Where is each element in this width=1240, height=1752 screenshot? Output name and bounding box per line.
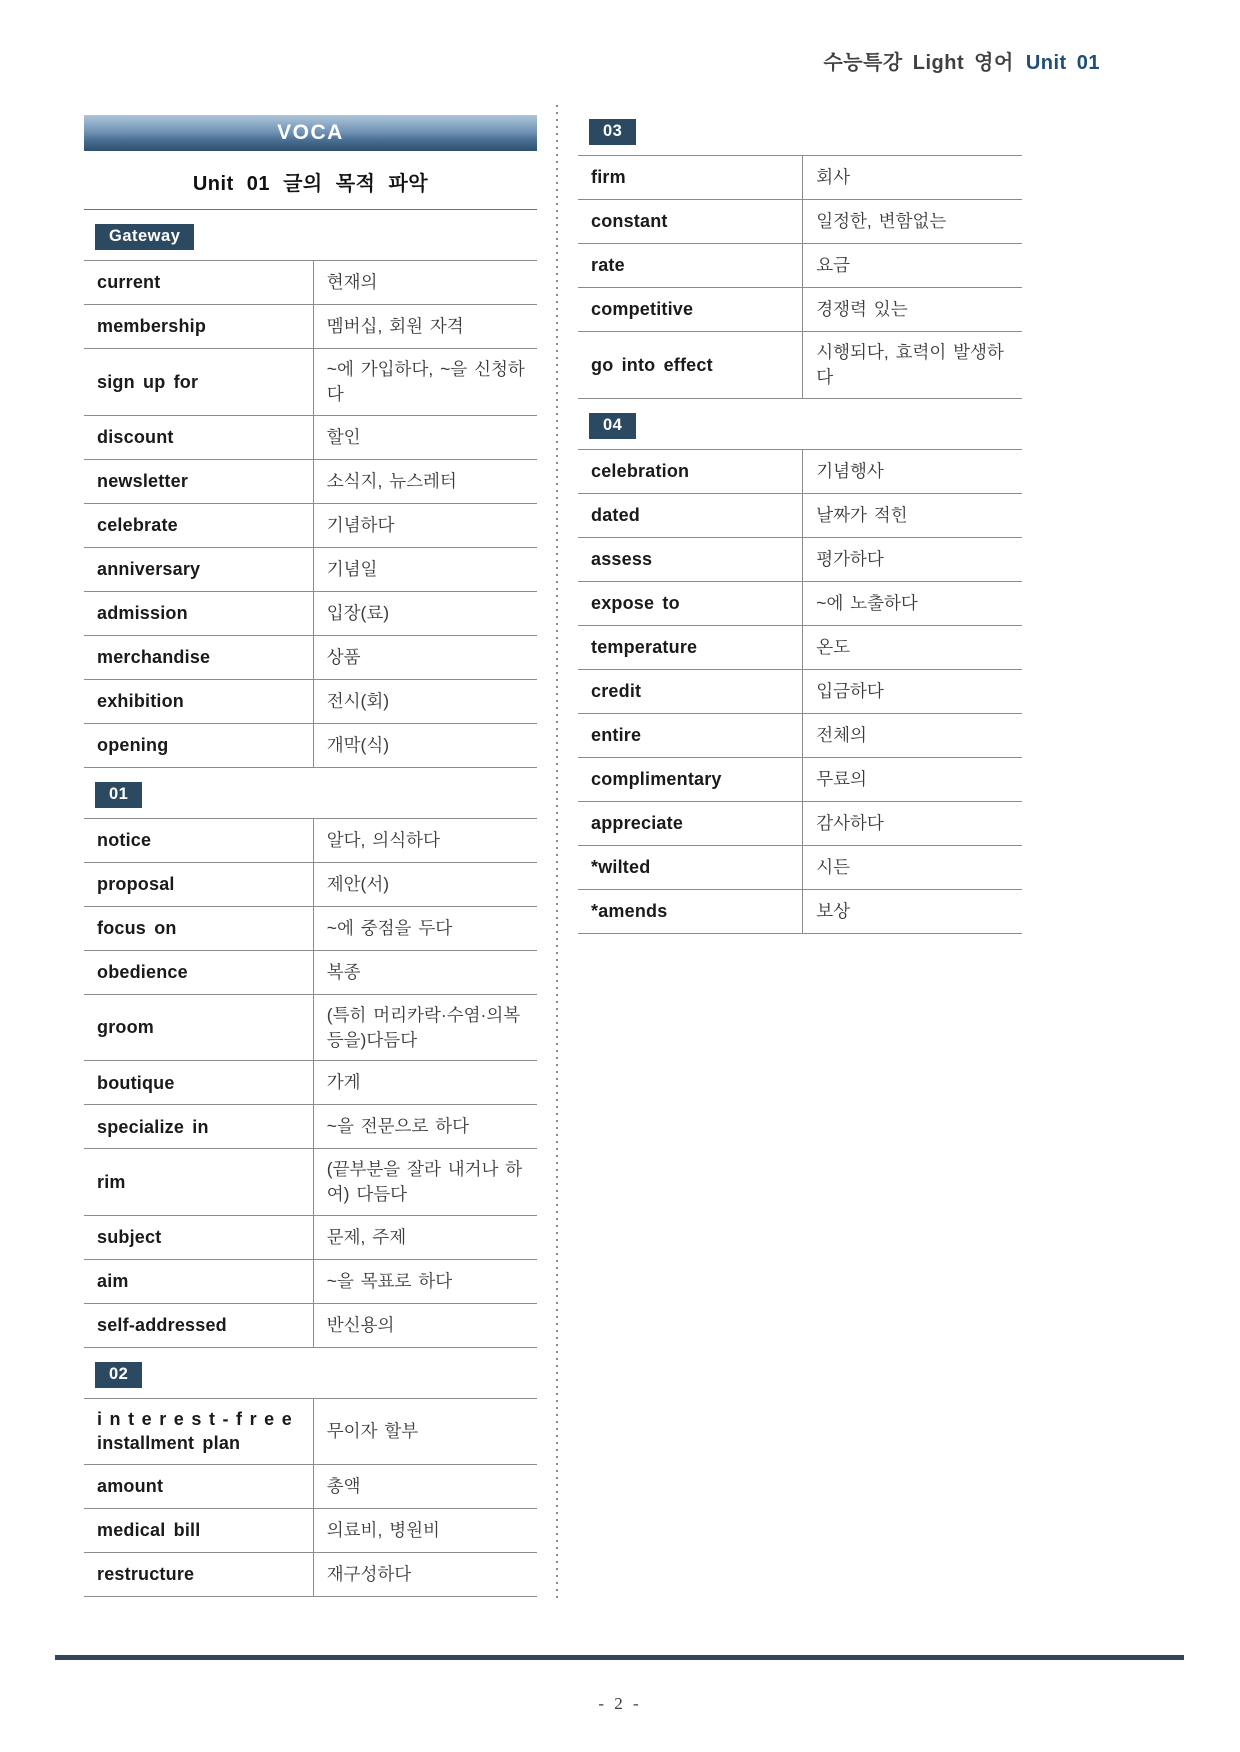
meaning-cell: 감사하다 bbox=[802, 802, 1022, 845]
table-row bbox=[578, 889, 1022, 933]
unit-title: Unit 01 글의 목적 파악 bbox=[192, 173, 429, 195]
word-cell: anniversary bbox=[97, 559, 201, 580]
table-row bbox=[578, 669, 1022, 713]
meaning-cell: 경쟁력 있는 bbox=[802, 288, 1022, 331]
table-row bbox=[84, 459, 537, 503]
word-cell: assess bbox=[591, 549, 653, 570]
word-cell: subject bbox=[97, 1227, 162, 1248]
meaning-cell: 회사 bbox=[802, 156, 1022, 199]
word-cell: celebrate bbox=[97, 515, 178, 536]
word-cell: rim bbox=[97, 1172, 126, 1193]
meaning-cell: ~을 목표로 하다 bbox=[313, 1260, 537, 1303]
table-row bbox=[84, 591, 537, 635]
vocab-section bbox=[84, 782, 537, 1348]
title-divider bbox=[84, 209, 537, 210]
word-cell: admission bbox=[97, 603, 188, 624]
vocab-section bbox=[84, 1362, 537, 1597]
book-title: 수능특강 Light 영어 bbox=[823, 52, 1014, 74]
word-cell: groom bbox=[97, 1017, 154, 1038]
meaning-cell: 온도 bbox=[802, 626, 1022, 669]
word-cell: entire bbox=[591, 725, 642, 746]
vocab-table bbox=[84, 818, 537, 1348]
word-cell: current bbox=[97, 272, 161, 293]
meaning-cell: 일정한, 변함없는 bbox=[802, 200, 1022, 243]
word-cell: expose to bbox=[591, 593, 680, 614]
meaning-cell: 알다, 의식하다 bbox=[313, 819, 537, 862]
unit-label: Unit 01 bbox=[1025, 52, 1100, 74]
meaning-cell: 평가하다 bbox=[802, 538, 1022, 581]
meaning-cell: ~에 노출하다 bbox=[802, 582, 1022, 625]
word-cell: focus on bbox=[97, 918, 177, 939]
meaning-cell: 무료의 bbox=[802, 758, 1022, 801]
table-row bbox=[84, 1508, 537, 1552]
vocab-table bbox=[578, 449, 1022, 934]
word-cell: self-addressed bbox=[97, 1315, 227, 1336]
table-row bbox=[84, 1464, 537, 1508]
table-row bbox=[84, 1104, 537, 1148]
meaning-cell: 재구성하다 bbox=[313, 1553, 537, 1596]
table-row bbox=[578, 801, 1022, 845]
meaning-cell: 총액 bbox=[313, 1465, 537, 1508]
column-divider bbox=[537, 105, 578, 1601]
word-cell: amount bbox=[97, 1476, 164, 1496]
table-row bbox=[84, 723, 537, 767]
meaning-cell: 보상 bbox=[802, 890, 1022, 933]
word-cell: *amends bbox=[591, 901, 668, 922]
word-cell: restructure bbox=[97, 1564, 195, 1584]
table-row bbox=[84, 1148, 537, 1215]
section-badge: 01 bbox=[95, 782, 142, 808]
table-row bbox=[578, 449, 1022, 493]
table-row bbox=[84, 348, 537, 415]
vocab-table bbox=[84, 260, 537, 768]
meaning-cell: ~을 전문으로 하다 bbox=[313, 1105, 537, 1148]
word-cell: *wilted bbox=[591, 857, 651, 878]
word-cell: obedience bbox=[97, 962, 188, 983]
word-cell: go into effect bbox=[591, 354, 713, 375]
word-cell: competitive bbox=[591, 299, 694, 320]
meaning-cell: 전시(회) bbox=[313, 680, 537, 723]
table-row bbox=[578, 331, 1022, 398]
meaning-cell: 의료비, 병원비 bbox=[313, 1509, 537, 1552]
vocab-section bbox=[578, 119, 1022, 399]
table-row bbox=[84, 950, 537, 994]
vocab-table bbox=[578, 155, 1022, 399]
table-row bbox=[84, 1303, 537, 1347]
word-cell: dated bbox=[591, 505, 641, 526]
meaning-cell: 입장(료) bbox=[313, 592, 537, 635]
left-sections bbox=[84, 224, 537, 1597]
meaning-cell: 상품 bbox=[313, 636, 537, 679]
voca-banner: VOCA bbox=[84, 115, 537, 151]
meaning-cell: 기념행사 bbox=[802, 450, 1022, 493]
word-cell: proposal bbox=[97, 874, 175, 895]
table-row bbox=[578, 243, 1022, 287]
table-row bbox=[578, 287, 1022, 331]
meaning-cell: 요금 bbox=[802, 244, 1022, 287]
section-badge: 02 bbox=[95, 1362, 142, 1388]
word-cell: sign up for bbox=[97, 371, 199, 392]
meaning-cell: 복종 bbox=[313, 951, 537, 994]
right-column bbox=[578, 105, 1022, 934]
word-cell: boutique bbox=[97, 1072, 175, 1093]
table-row bbox=[84, 415, 537, 459]
word-cell: celebration bbox=[591, 461, 690, 482]
table-row bbox=[578, 581, 1022, 625]
right-sections bbox=[578, 119, 1022, 934]
meaning-cell: 전체의 bbox=[802, 714, 1022, 757]
meaning-cell: 날짜가 적힌 bbox=[802, 494, 1022, 537]
word-cell: aim bbox=[97, 1271, 129, 1292]
table-row bbox=[578, 845, 1022, 889]
page-number: - 2 - bbox=[598, 1694, 642, 1713]
word-cell: exhibition bbox=[97, 691, 184, 712]
meaning-cell: 문제, 주제 bbox=[313, 1216, 537, 1259]
word-cell: constant bbox=[591, 211, 668, 232]
meaning-cell: 제안(서) bbox=[313, 863, 537, 906]
word-cell: firm bbox=[591, 167, 626, 188]
table-row bbox=[578, 155, 1022, 199]
section-badge: Gateway bbox=[95, 224, 194, 250]
vocab-section bbox=[84, 224, 537, 768]
table-row bbox=[84, 547, 537, 591]
word-cell: discount bbox=[97, 427, 174, 448]
meaning-cell: 멤버십, 회원 자격 bbox=[313, 305, 537, 348]
meaning-cell: (끝부분을 잘라 내거나 하여) 다듬다 bbox=[313, 1149, 537, 1215]
table-row bbox=[578, 625, 1022, 669]
vocab-table bbox=[84, 1398, 537, 1597]
meaning-cell: 가게 bbox=[313, 1061, 537, 1104]
word-cell: complimentary bbox=[591, 769, 722, 790]
word-cell: rate bbox=[591, 255, 625, 276]
section-badge: 03 bbox=[589, 119, 636, 145]
table-row bbox=[578, 757, 1022, 801]
word-cell: notice bbox=[97, 830, 152, 851]
meaning-cell: 기념일 bbox=[313, 548, 537, 591]
table-row bbox=[84, 1259, 537, 1303]
table-row bbox=[578, 713, 1022, 757]
content-area bbox=[84, 105, 1022, 1601]
word-cell: membership bbox=[97, 316, 207, 337]
section-badge: 04 bbox=[589, 413, 636, 439]
table-row bbox=[84, 1060, 537, 1104]
table-row bbox=[578, 199, 1022, 243]
meaning-cell: 할인 bbox=[313, 416, 537, 459]
table-row bbox=[84, 635, 537, 679]
table-row bbox=[84, 818, 537, 862]
word-cell: newsletter bbox=[97, 471, 189, 492]
meaning-cell: 시행되다, 효력이 발생하다 bbox=[802, 332, 1022, 398]
word-cell: appreciate bbox=[591, 813, 684, 834]
meaning-cell: 무이자 할부 bbox=[313, 1399, 537, 1464]
table-row bbox=[84, 1552, 537, 1596]
word-cell: specialize in bbox=[97, 1116, 209, 1137]
word-cell: temperature bbox=[591, 637, 698, 658]
meaning-cell: 소식지, 뉴스레터 bbox=[313, 460, 537, 503]
meaning-cell: 반신용의 bbox=[313, 1304, 537, 1347]
meaning-cell: 시든 bbox=[802, 846, 1022, 889]
table-row bbox=[578, 537, 1022, 581]
meaning-cell: 현재의 bbox=[313, 261, 537, 304]
table-row bbox=[578, 493, 1022, 537]
table-row bbox=[84, 503, 537, 547]
table-row bbox=[84, 679, 537, 723]
meaning-cell: 기념하다 bbox=[313, 504, 537, 547]
footer-rule bbox=[55, 1655, 1184, 1660]
table-row bbox=[84, 994, 537, 1061]
table-row bbox=[84, 1398, 537, 1464]
meaning-cell: (특히 머리카락·수염·의복 등을)다듬다 bbox=[313, 995, 537, 1061]
table-row bbox=[84, 304, 537, 348]
table-row bbox=[84, 260, 537, 304]
meaning-cell: ~에 가입하다, ~을 신청하다 bbox=[313, 349, 537, 415]
meaning-cell: 입금하다 bbox=[802, 670, 1022, 713]
word-cell: interest-free installment plan bbox=[97, 1409, 300, 1454]
vocab-section bbox=[578, 413, 1022, 934]
word-cell: opening bbox=[97, 735, 169, 756]
left-column bbox=[84, 105, 537, 1597]
meaning-cell: ~에 중점을 두다 bbox=[313, 907, 537, 950]
meaning-cell: 개막(식) bbox=[313, 724, 537, 767]
table-row bbox=[84, 906, 537, 950]
word-cell: merchandise bbox=[97, 647, 211, 668]
page-header bbox=[823, 46, 1100, 75]
table-row bbox=[84, 862, 537, 906]
word-cell: credit bbox=[591, 681, 642, 702]
word-cell: medical bill bbox=[97, 1520, 201, 1540]
table-row bbox=[84, 1215, 537, 1259]
dotted-divider-line bbox=[556, 105, 558, 1601]
